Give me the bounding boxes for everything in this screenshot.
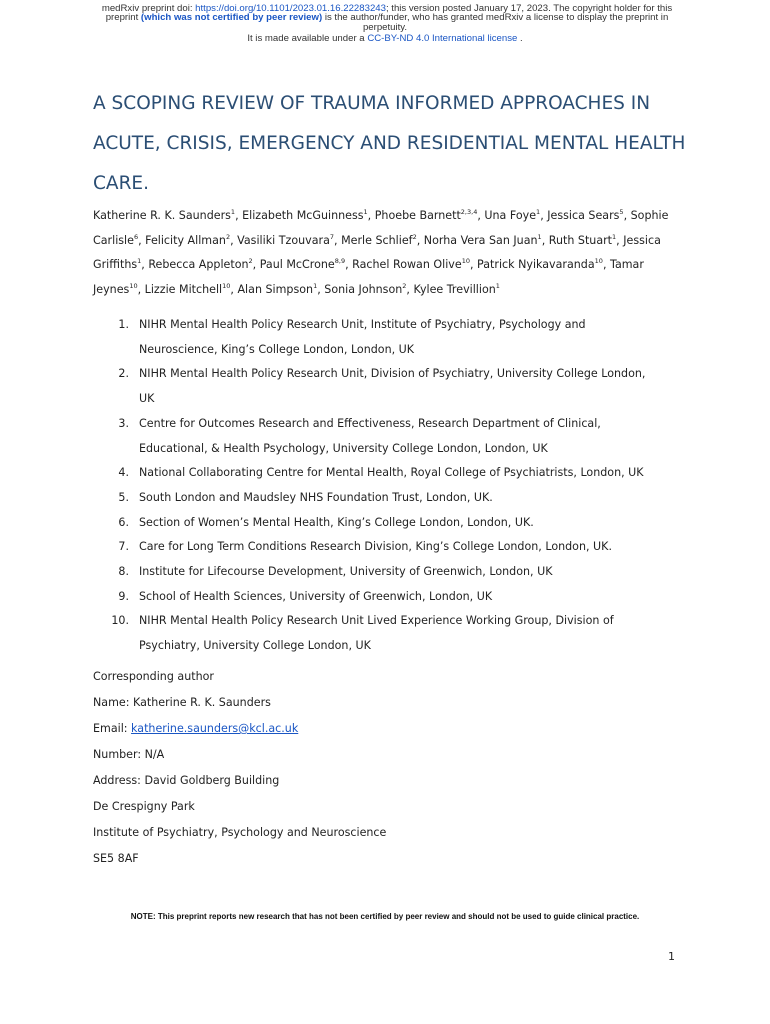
header-text: medRxiv preprint doi: — [101, 3, 196, 14]
author-name: Una Foye — [484, 209, 537, 222]
affiliation-text: UK — [139, 392, 155, 406]
author-name: Phoebe Barnett — [374, 209, 461, 222]
author-entry — [145, 283, 231, 296]
postcode-line: SE5 8AF — [93, 852, 139, 865]
affiliation-item — [93, 362, 683, 411]
author-affiliation-mark: 10 — [461, 257, 470, 266]
author-affiliation-mark: 10 — [129, 282, 138, 291]
author-affiliation-mark: 1 — [536, 208, 541, 216]
author-entry — [352, 258, 470, 271]
preprint-header-line-4 — [0, 34, 770, 44]
email-line — [93, 717, 683, 743]
author-affiliation-mark: 6 — [133, 232, 139, 241]
author-list: Katherine R. K. Saunders$^1$, Elizabeth McGuinness$^1$, Phoebe Barnett$^{2,3,4}$, Una Foye$^1$, Jessica Sears$^5$, Sophie Carlisle$^6$, Felicity Allman$^2$, Vasiliki Tzouvara$^7$, Merle Schlief$^2$, Norha Vera San Juan$^1$, Ruth Stuart$^1$, Jessica Griffiths$^1$, Rebecca Appleton$^2$, Paul McCrone$^{8,9}$, Rachel Rowan Olive$^{10}$, Patrick Nyikavaranda$^{10}$, Tamar Jeynes$^{10}$, Lizzie Mitchell$^{10}$, Alan Simpson$^1$, Sonia Johnson$^2$, Kylee Trevillion$^1$ — [93, 208, 669, 297]
affiliation-text: Section of Women’s Mental Health, King’s College London, London, UK. — [139, 515, 534, 529]
author-entry — [148, 258, 252, 271]
author-affiliation-mark: 2 — [402, 282, 407, 291]
author-affiliation-mark: 1 — [612, 232, 617, 241]
author-entry — [547, 209, 623, 222]
author-entry — [242, 209, 368, 222]
corresponding-heading: Corresponding author — [93, 670, 214, 683]
author-name: Ruth Stuart — [548, 233, 613, 247]
affiliation-list — [93, 313, 683, 659]
author-entry — [549, 234, 616, 247]
author-entry — [237, 234, 334, 247]
number-line: Number: N/A — [93, 748, 165, 761]
preprint-disclaimer-note: NOTE: This preprint reports new research that has not been certified by peer review and should not be used to guide clinical practice. — [130, 912, 640, 921]
page-number: 1 — [668, 950, 675, 963]
affiliation-number: 2. — [118, 367, 129, 381]
author-affiliation-mark: 1 — [137, 257, 142, 266]
author-name: Sophie Carlisle — [93, 209, 669, 247]
affiliation-text: Neuroscience, King’s College London, London, UK — [139, 342, 415, 356]
header-text: . — [517, 33, 523, 44]
author-name: Tamar Jeynes — [93, 258, 644, 297]
author-name: Paul McCrone — [259, 258, 335, 272]
author-affiliation-mark: 2 — [248, 257, 253, 266]
license-link[interactable]: CC-BY-ND 4.0 International license — [367, 33, 518, 44]
author-name: Jessica Sears — [547, 209, 620, 222]
author-affiliation-mark: 1 — [363, 208, 368, 216]
author-name: Merle Schlief — [341, 233, 413, 247]
affiliation-text: South London and Maudsley NHS Foundation Trust, London, UK. — [139, 490, 493, 504]
affiliation-text: NIHR Mental Health Policy Research Unit, Division of Psychiatry, University College London, — [139, 367, 646, 381]
author-name: Norha Vera San Juan — [423, 233, 538, 247]
author-name: Katherine R. K. Saunders — [133, 696, 271, 709]
author-name: Alan Simpson — [237, 283, 314, 297]
author-name: Rachel Rowan Olive — [352, 258, 462, 272]
address-line-3: Institute of Psychiatry, Psychology and Neuroscience — [93, 826, 387, 839]
author-affiliation-mark: 5 — [619, 208, 624, 216]
header-text: ; this version posted January 17, 2023. The copyright holder for this — [385, 3, 673, 14]
author-entry — [413, 283, 499, 296]
author-entry — [324, 283, 406, 296]
author-entry — [477, 258, 603, 271]
affiliation-text: Centre for Outcomes Research and Effectiveness, Research Department of Clinical, — [139, 416, 601, 430]
author-name: Vasiliki Tzouvara — [237, 233, 330, 247]
name-label: Name: — [93, 696, 133, 709]
header-text: is the author/funder, who has granted medRxiv a license to display the preprint in — [322, 12, 669, 23]
affiliation-number: 1. — [118, 318, 129, 331]
affiliation-item — [93, 560, 683, 585]
affiliation-item — [93, 511, 683, 536]
affiliation-number: 4. — [118, 466, 129, 480]
affiliation-number: 3. — [118, 416, 129, 430]
author-name: Katherine R. K. Saunders — [93, 209, 231, 222]
author-affiliation-mark: 1 — [537, 232, 542, 241]
affiliation-number: 5. — [118, 490, 129, 504]
doi-link[interactable]: https://doi.org/10.1101/2023.01.16.22283243 — [195, 3, 386, 14]
author-entry — [424, 234, 542, 247]
peer-review-notice: (which was not certified by peer review) — [140, 12, 323, 23]
author-name: Sonia Johnson — [324, 283, 403, 297]
author-name: Kylee Trevillion — [413, 283, 496, 297]
affiliation-text: NIHR Mental Health Policy Research Unit, Institute of Psychiatry, Psychology and — [139, 318, 586, 331]
affiliation-text: Institute for Lifecourse Development, University of Greenwich, London, UK — [139, 565, 553, 579]
author-affiliation-mark: 1 — [495, 282, 500, 291]
author-entry — [341, 234, 417, 247]
author-entry — [237, 283, 317, 296]
affiliation-number: 10. — [111, 614, 129, 628]
affiliation-text: NIHR Mental Health Policy Research Unit Lived Experience Working Group, Division of — [139, 614, 614, 628]
affiliation-text: School of Health Sciences, University of Greenwich, London, UK — [139, 589, 493, 603]
author-affiliation-mark: 7 — [329, 232, 335, 241]
author-affiliation-mark: 10 — [222, 282, 231, 291]
affiliation-text: Care for Long Term Conditions Research Division, King’s College London, London, UK. — [139, 540, 612, 554]
author-affiliation-mark: 2 — [412, 232, 417, 241]
author-name-line — [93, 691, 683, 717]
affiliation-text: Psychiatry, University College London, UK — [139, 639, 371, 653]
email-label: Email: — [93, 722, 132, 735]
affiliation-item — [93, 535, 683, 560]
author-affiliation-mark: 8,9 — [334, 257, 346, 266]
author-affiliation-mark: 2 — [225, 232, 231, 241]
affiliation-item — [93, 313, 683, 362]
affiliation-number: 7. — [118, 540, 129, 554]
address-line-2: De Crespigny Park — [93, 800, 195, 813]
email-link[interactable]: katherine.saunders@kcl.ac.uk — [131, 722, 299, 735]
header-text: It is made available under a — [247, 33, 368, 44]
author-name: Rebecca Appleton — [148, 258, 249, 272]
author-name: Felicity Allman — [145, 233, 226, 247]
author-entry — [260, 258, 345, 271]
paper-title: A SCOPING REVIEW OF TRAUMA INFORMED APPROACHES IN ACUTE, CRISIS, EMERGENCY AND RESIDENTIAL MENTAL HEALTH CARE. — [93, 93, 686, 194]
header-text: preprint — [105, 12, 141, 23]
affiliation-item — [93, 585, 683, 610]
affiliation-item — [93, 609, 683, 658]
author-affiliation-mark: 1 — [313, 282, 318, 291]
author-name: Patrick Nyikavaranda — [477, 258, 595, 272]
author-affiliation-mark: 10 — [594, 257, 603, 266]
affiliation-text: Educational, & Health Psychology, University College London, London, UK — [139, 441, 548, 455]
affiliation-item — [93, 486, 683, 511]
affiliation-number: 6. — [118, 515, 129, 529]
author-entry — [375, 209, 478, 222]
author-name: Jessica Griffiths — [93, 233, 661, 272]
author-entry — [484, 209, 540, 222]
author-entry — [145, 234, 230, 247]
author-entry — [93, 209, 235, 222]
affiliation-text: National Collaborating Centre for Mental Health, Royal College of Psychiatrists, London, UK — [139, 466, 644, 480]
address-line: Address: David Goldberg Building — [93, 774, 280, 787]
author-affiliation-mark: 1 — [230, 208, 236, 216]
affiliation-item — [93, 461, 683, 486]
author-name: Lizzie Mitchell — [144, 283, 223, 297]
author-name: Elizabeth McGuinness — [242, 209, 364, 222]
affiliation-item — [93, 412, 683, 461]
preprint-header-line-3: perpetuity. — [362, 22, 408, 33]
corresponding-author-block — [93, 665, 683, 873]
affiliation-number: 8. — [118, 565, 129, 579]
affiliation-number: 9. — [118, 589, 129, 603]
author-affiliation-mark: 2,3,4 — [460, 208, 478, 216]
